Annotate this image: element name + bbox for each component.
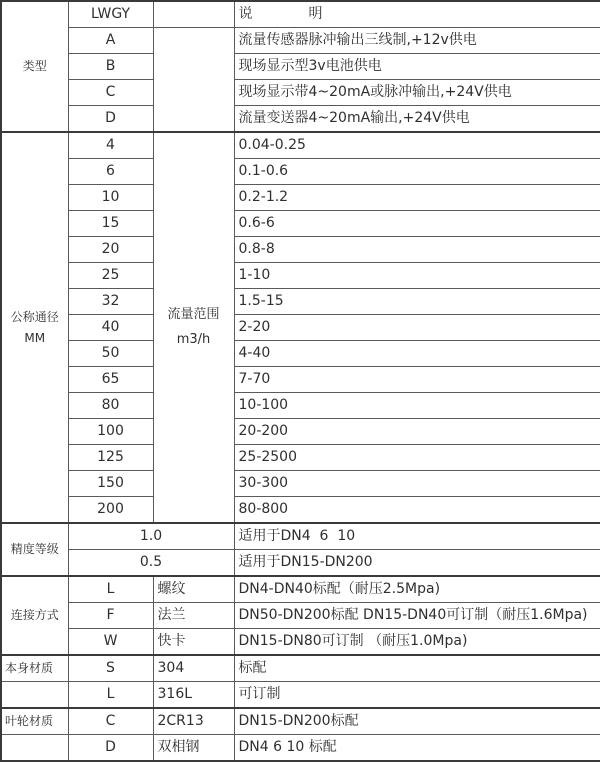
- diameter-row: [1, 315, 600, 341]
- impeller-material-code-cell: D: [68, 735, 153, 762]
- body-material-name-cell: 304: [153, 655, 234, 682]
- connection-row: [1, 576, 600, 603]
- diameter-row: [1, 289, 600, 315]
- diameter-row: [1, 263, 600, 289]
- dn-cell: 10: [68, 185, 153, 211]
- body-material-code-cell: S: [68, 655, 153, 682]
- diameter-row: [1, 159, 600, 185]
- accuracy-desc-cell: 适用于DN15-DN200: [234, 550, 600, 577]
- range-cell: 1.5-15: [234, 289, 600, 315]
- dn-cell: 15: [68, 211, 153, 237]
- impeller-material-section-label: 叶轮材质: [1, 708, 68, 735]
- range-cell: 4-40: [234, 341, 600, 367]
- type-desc-cell: 流量传感器脉冲输出三线制,+12v供电: [234, 28, 600, 54]
- type-empty-cell: [153, 28, 234, 133]
- accuracy-desc-cell: 适用于DN4 6 10: [234, 523, 600, 550]
- body-material-desc-cell: 可订制: [234, 682, 600, 709]
- diameter-label-line2: MM: [24, 330, 46, 345]
- diameter-row: [1, 497, 600, 524]
- impeller-material-desc-cell: DN15-DN200标配: [234, 708, 600, 735]
- range-cell: 0.04-0.25: [234, 132, 600, 159]
- range-cell: 20-200: [234, 419, 600, 445]
- diameter-label-line1: 公称通径: [10, 310, 59, 325]
- flow-range-label: [153, 132, 234, 523]
- diameter-row: [1, 471, 600, 497]
- spec-header-label: 说 明: [234, 1, 600, 28]
- model-code-header: LWGY: [68, 1, 153, 28]
- body-material-code-cell: L: [68, 682, 153, 709]
- flow-range-label-line2: m3/h: [176, 331, 211, 347]
- impeller-material-name-cell: 2CR13: [153, 708, 234, 735]
- type-code-cell: C: [68, 80, 153, 106]
- impeller-material-desc-cell: DN4 6 10 标配: [234, 735, 600, 762]
- impeller-material-name-cell: 双相钢: [153, 735, 234, 762]
- accuracy-value-cell: 0.5: [68, 550, 234, 577]
- diameter-row: [1, 185, 600, 211]
- connection-name-cell: 快卡: [153, 629, 234, 656]
- type-row: [1, 80, 600, 106]
- type-code-cell: D: [68, 106, 153, 133]
- dn-cell: 100: [68, 419, 153, 445]
- connection-desc-cell: DN50-DN200标配 DN15-DN40可订制（耐压1.6Mpa): [234, 603, 600, 629]
- type-row: [1, 54, 600, 80]
- connection-desc-cell: DN15-DN80可订制 （耐压1.0Mpa): [234, 629, 600, 656]
- range-cell: 30-300: [234, 471, 600, 497]
- type-desc-cell: 现场显示型3v电池供电: [234, 54, 600, 80]
- impeller-material-empty-cell: [1, 735, 68, 762]
- range-cell: 7-70: [234, 367, 600, 393]
- type-code-cell: B: [68, 54, 153, 80]
- range-cell: 80-800: [234, 497, 600, 524]
- range-cell: 0.2-1.2: [234, 185, 600, 211]
- connection-section-label: 连接方式: [1, 576, 68, 655]
- body-material-section-label: 本身材质: [1, 655, 68, 682]
- connection-name-cell: 螺纹: [153, 576, 234, 603]
- diameter-row: [1, 393, 600, 419]
- connection-desc-cell: DN4-DN40标配（耐压2.5Mpa): [234, 576, 600, 603]
- range-cell: 1-10: [234, 263, 600, 289]
- range-cell: 0.1-0.6: [234, 159, 600, 185]
- body-material-name-cell: 316L: [153, 682, 234, 709]
- dn-cell: 50: [68, 341, 153, 367]
- dn-cell: 4: [68, 132, 153, 159]
- body-material-row: [1, 682, 600, 709]
- type-desc-cell: 流量变送器4~20mA输出,+24V供电: [234, 106, 600, 133]
- type-desc-cell: 现场显示带4~20mA或脉冲输出,+24V供电: [234, 80, 600, 106]
- body-material-desc-cell: 标配: [234, 655, 600, 682]
- body-material-row: [1, 655, 600, 682]
- diameter-row: [1, 445, 600, 471]
- type-section-label: 类型: [1, 1, 68, 132]
- dn-cell: 200: [68, 497, 153, 524]
- impeller-material-code-cell: C: [68, 708, 153, 735]
- impeller-material-row: [1, 735, 600, 762]
- dn-cell: 125: [68, 445, 153, 471]
- type-row: [1, 28, 600, 54]
- connection-row: [1, 603, 600, 629]
- dn-cell: 6: [68, 159, 153, 185]
- range-cell: 0.8-8: [234, 237, 600, 263]
- diameter-section-label: [1, 132, 68, 523]
- dn-cell: 40: [68, 315, 153, 341]
- diameter-row: [1, 211, 600, 237]
- diameter-row: [1, 341, 600, 367]
- accuracy-section-label: 精度等级: [1, 523, 68, 576]
- impeller-material-row: [1, 708, 600, 735]
- range-cell: 0.6-6: [234, 211, 600, 237]
- accuracy-value-cell: 1.0: [68, 523, 234, 550]
- connection-code-cell: F: [68, 603, 153, 629]
- dn-cell: 20: [68, 237, 153, 263]
- type-row: [1, 106, 600, 133]
- range-cell: 2-20: [234, 315, 600, 341]
- connection-name-cell: 法兰: [153, 603, 234, 629]
- header-empty-cell: [153, 1, 234, 28]
- dn-cell: 150: [68, 471, 153, 497]
- dn-cell: 32: [68, 289, 153, 315]
- connection-code-cell: W: [68, 629, 153, 656]
- connection-code-cell: L: [68, 576, 153, 603]
- dn-cell: 25: [68, 263, 153, 289]
- accuracy-row: [1, 550, 600, 577]
- diameter-row: [1, 367, 600, 393]
- dn-cell: 65: [68, 367, 153, 393]
- accuracy-row: [1, 523, 600, 550]
- connection-row: [1, 629, 600, 656]
- header-row: [1, 1, 600, 28]
- range-cell: 10-100: [234, 393, 600, 419]
- flow-range-label-line1: 流量范围: [167, 306, 220, 322]
- range-cell: 25-2500: [234, 445, 600, 471]
- type-code-cell: A: [68, 28, 153, 54]
- diameter-row: [1, 237, 600, 263]
- body-material-empty-cell: [1, 682, 68, 709]
- diameter-row: [1, 419, 600, 445]
- diameter-row: [1, 132, 600, 159]
- dn-cell: 80: [68, 393, 153, 419]
